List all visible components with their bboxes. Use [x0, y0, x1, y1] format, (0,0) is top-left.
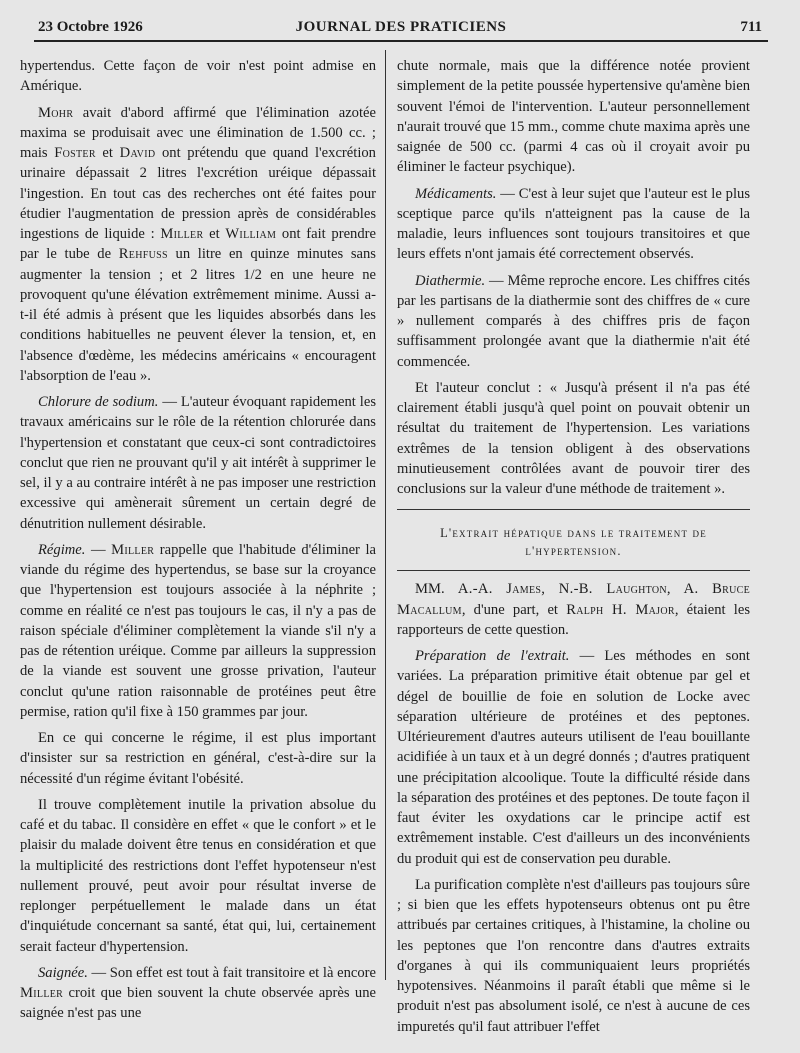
subsection-title: Diathermie. [415, 272, 486, 289]
section-title: L'extrait hépatique dans le traitement de l'hypertension. [440, 526, 707, 559]
paragraph: Diathermie. — Même reproche encore. Les chiffres cités par les partisans de la diathermie sont des chiffres de « cure » nullement comparés à des chiffres pris de façon suffisamment prolongée avant que la diathermie n'ait été commencée. [397, 272, 750, 370]
author-names: A.-A. James, N.-B. Laughton, A. Bruce Macallum [397, 581, 750, 618]
author-name: Rehfuss [118, 246, 168, 263]
subsection-title: Médicaments. [415, 185, 497, 202]
paragraph: MM. A.-A. James, N.-B. Laughton, A. Bruce Macallum, d'une part, et Ralph H. Major, étaient les rapporteurs de cette question. [397, 581, 750, 638]
left-column [20, 56, 376, 1030]
author-name: Miller [160, 226, 204, 242]
paragraph: Mohr avait d'abord affirmé que l'élimination azotée maxima se produisait avec une élimination de 1.500 cc. ; mais Foster et David ont prétendu que quand l'excrétion urinaire dépassait 2 litres l'excrétion uréique dépassait l'ingestion. En tout cas des recherches ont été faites pour étudier l'augmentation de pression après de considérables ingestions de liquide : Miller et William ont fait prendre par le tube de Rehfuss un litre en quinze minutes sans augmenter la tension ; et 2 litres 1/2 en une heure ne provoquent qu'une élévation extrêmement minime. Aussi a-t-il été admis à présent que les liquides absorbés dans les conditions habituelles ne peuvent élever la tension, et, en l'absence d'œdème, les médecins américains « encouragent l'absorption de l'eau ». [20, 104, 376, 384]
paragraph: Médicaments. — C'est à leur sujet que l'auteur est le plus sceptique parce qu'ils n'atteignent pas la cause de la maladie, leurs influences sont toujours transitoires et que leurs effets n'ont jamais été correctement observés. [397, 185, 750, 263]
subsection-title: Régime. [38, 541, 86, 558]
subsection-title: Saignée. [38, 964, 88, 981]
paragraph: Et l'auteur conclut : « Jusqu'à présent il n'a pas été clairement établi jusqu'à quel point on pouvait obtenir un résultat du traitement de l'hypertension. Les variations extrêmes de la tension obligent à des observations minutieusement contrôlées avant de pouvoir tirer des conclusions sur la valeur d'une méthode de traitement ». [397, 379, 750, 497]
paragraph: Saignée. — Son effet est tout à fait transitoire et là encore Miller croit que bien souvent la chute observée après une saignée n'est pas une [20, 964, 376, 1022]
paragraph: hypertendus. Cette façon de voir n'est point admise en Amérique. [20, 58, 376, 95]
paragraph: Il trouve complètement inutile la privation absolue du café et du tabac. Il considère en effet « que le confort » et le plaisir du malade doivent être tenus en considération et que la multiplicité des restrictions dont l'effet hypotenseur n'est nullement prouvé, peut avoir pour résultat inverse de replonger perpétuellement le malade dans un état d'inquiétude concernant sa santé, état qui, lui, certainement serait facteur d'hypertension. [20, 796, 376, 955]
author-name: David [119, 145, 156, 161]
paragraph: Chlorure de sodium. — L'auteur évoquant rapidement les travaux américains sur le rôle de la rétention chlorurée dans l'hypertension et constatant que ceux-ci sont contradictoires conclut que rien ne prouvant qu'il y ait intérêt à supprimer le sel, il y a au contraire intérêt à ne pas imposer une restriction excessive qui amènerait sûrement un certain degré de dénutrition nullement désirable. [20, 394, 376, 532]
paragraph: La purification complète n'est d'ailleurs pas toujours sûre ; si bien que les effets hypotenseurs obtenus ont pu être attribués par certaines critiques, à l'histamine, la choline ou les peptones que l'on rencontre dans d'autres extraits d'organes à qui ils communiquaient leurs propriétés hypotensives. Néanmoins il paraît établi que même si le produit n'est pas absolument isolé, ce n'est à aucune de ces impuretés qu'il faut attribuer l'effet [397, 876, 750, 1035]
header-page-number: 711 [740, 19, 762, 35]
author-name: Miller [111, 541, 155, 558]
section-rule [397, 509, 750, 510]
subsection-title: Chlorure de sodium. [38, 394, 159, 410]
author-name: Foster [54, 145, 96, 161]
header-journal-title: JOURNAL DES PRATICIENS [295, 19, 507, 35]
author-name: Ralph H. Major [566, 601, 675, 618]
author-name: Mohr [38, 104, 74, 121]
right-column [397, 56, 750, 1043]
paragraph: Régime. — Miller rappelle que l'habitude d'éliminer la viande du régime des hypertendus, se base sur la croyance que l'hypertension est toujours associée à la néphrite ; comme en réalité ce n'est pas toujours le cas, il n'y a pas de raison spéciale d'éliminer complètement la viande s'il n'y a pas de rétention uréique. Comme par ailleurs la suppression de la viande est souvent une grosse privation, l'auteur conclut qu'une ration raisonnable de protéines peut être permise, ration qu'il fixe à 150 grammes par jour. [20, 541, 376, 720]
header-date: 23 Octobre 1926 [38, 19, 143, 35]
subsection-title: Préparation de l'extrait. [415, 648, 570, 664]
column-divider [385, 50, 386, 980]
running-header [34, 14, 768, 42]
paragraph: En ce qui concerne le régime, il est plus important d'insister sur sa restriction en général, c'est-à-dire sur la nécessité d'un régime évitant l'obésité. [20, 730, 376, 787]
author-name: William [225, 226, 277, 242]
paragraph: chute normale, mais que la différence notée provient simplement de la petite poussée hypertensive qu'amène bien souvent l'émoi de l'intervention. L'auteur personnellement n'aurait trouvé que 15 mm., comme chute maxima après une saignée de 500 cc. (parmi 4 cas où il croyait avoir pu éliminer le facteur psychique). [397, 58, 750, 176]
author-name: Miller [20, 985, 64, 1001]
section-rule [397, 570, 750, 571]
paragraph: Préparation de l'extrait. — Les méthodes en sont variées. La préparation primitive était obtenue par gel et dégel de bouillie de foie en solution de Locke avec séparation ultérieure de protéines et des peptones. Ultérieurement d'autres auteurs utilisent de l'eau bouillante acidifiée à un taux et à un degré donnés ; d'autres pratiquent une précipitation alcoolique. Toute la difficulté réside dans la séparation des protéines et des peptones. De toute façon il faut éviter les oxydations car le principe actif est extrêmement instable. C'est d'ailleurs un des inconvénients du produit qui est de conservation peu durable. [397, 648, 750, 867]
